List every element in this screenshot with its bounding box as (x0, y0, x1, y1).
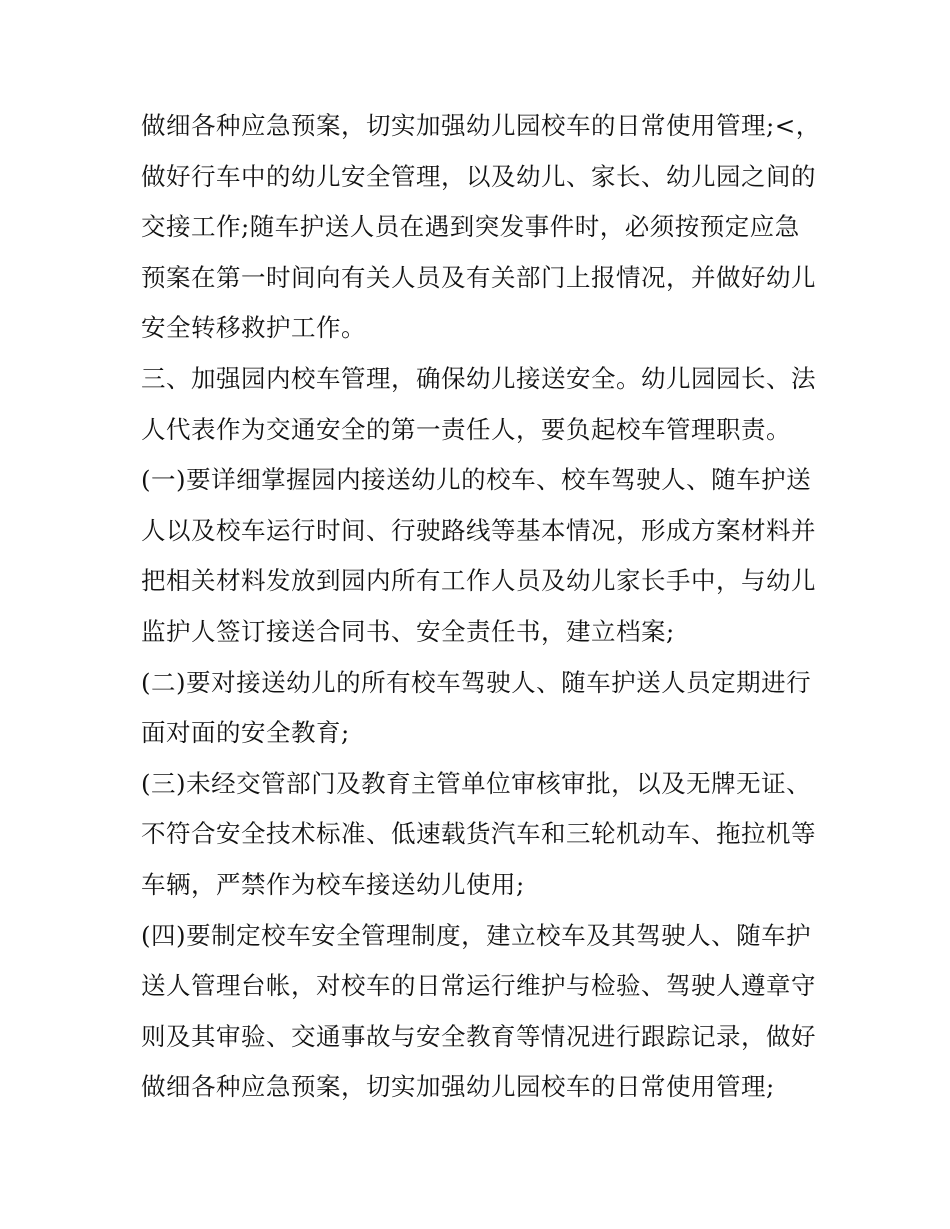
text-line: 车辆，严禁作为校车接送幼儿使用; (141, 869, 525, 899)
text-line: 交接工作;随车护送人员在遇到突发事件时，必须按预定应急 (141, 212, 800, 242)
text-line: 做好行车中的幼儿安全管理，以及幼儿、家长、幼儿园之间的 (141, 161, 816, 191)
text-line: 做细各种应急预案，切实加强幼儿园校车的日常使用管理; (141, 1072, 775, 1102)
document-body (141, 101, 821, 1113)
text-line: (一)要详细掌握园内接送幼儿的校车、校车驾驶人、随车护送 (141, 465, 812, 495)
text-line: 做细各种应急预案，切实加强幼儿园校车的日常使用管理;<， (141, 111, 821, 140)
text-line: 则及其审验、交通事故与安全教育等情况进行跟踪记录，做好 (141, 1021, 816, 1051)
text-line: 面对面的安全教育; (141, 718, 350, 748)
text-line: 人以及校车运行时间、行驶路线等基本情况，形成方案材料并 (141, 515, 816, 545)
text-line: 不符合安全技术标准、低速载货汽车和三轮机动车、拖拉机等 (141, 819, 816, 849)
text-line: 三、加强园内校车管理，确保幼儿接送安全。幼儿园园长、法 (141, 363, 816, 393)
text-line: 预案在第一时间向有关人员及有关部门上报情况，并做好幼儿 (141, 262, 816, 292)
text-line: (三)未经交管部门及教育主管单位审核审批，以及无牌无证、 (141, 768, 812, 798)
text-line: 送人管理台帐，对校车的日常运行维护与检验、驾驶人遵章守 (141, 971, 816, 1001)
text-line: (二)要对接送幼儿的所有校车驾驶人、随车护送人员定期进行 (141, 667, 812, 697)
text-line: (四)要制定校车安全管理制度，建立校车及其驾驶人、随车护 (141, 920, 812, 950)
text-line: 安全转移救护工作。 (141, 313, 366, 343)
text-line: 把相关材料发放到园内所有工作人员及幼儿家长手中，与幼儿 (141, 566, 816, 596)
text-line: 人代表作为交通安全的第一责任人，要负起校车管理职责。 (141, 414, 791, 444)
text-line: 监护人签订接送合同书、安全责任书，建立档案; (141, 616, 675, 646)
